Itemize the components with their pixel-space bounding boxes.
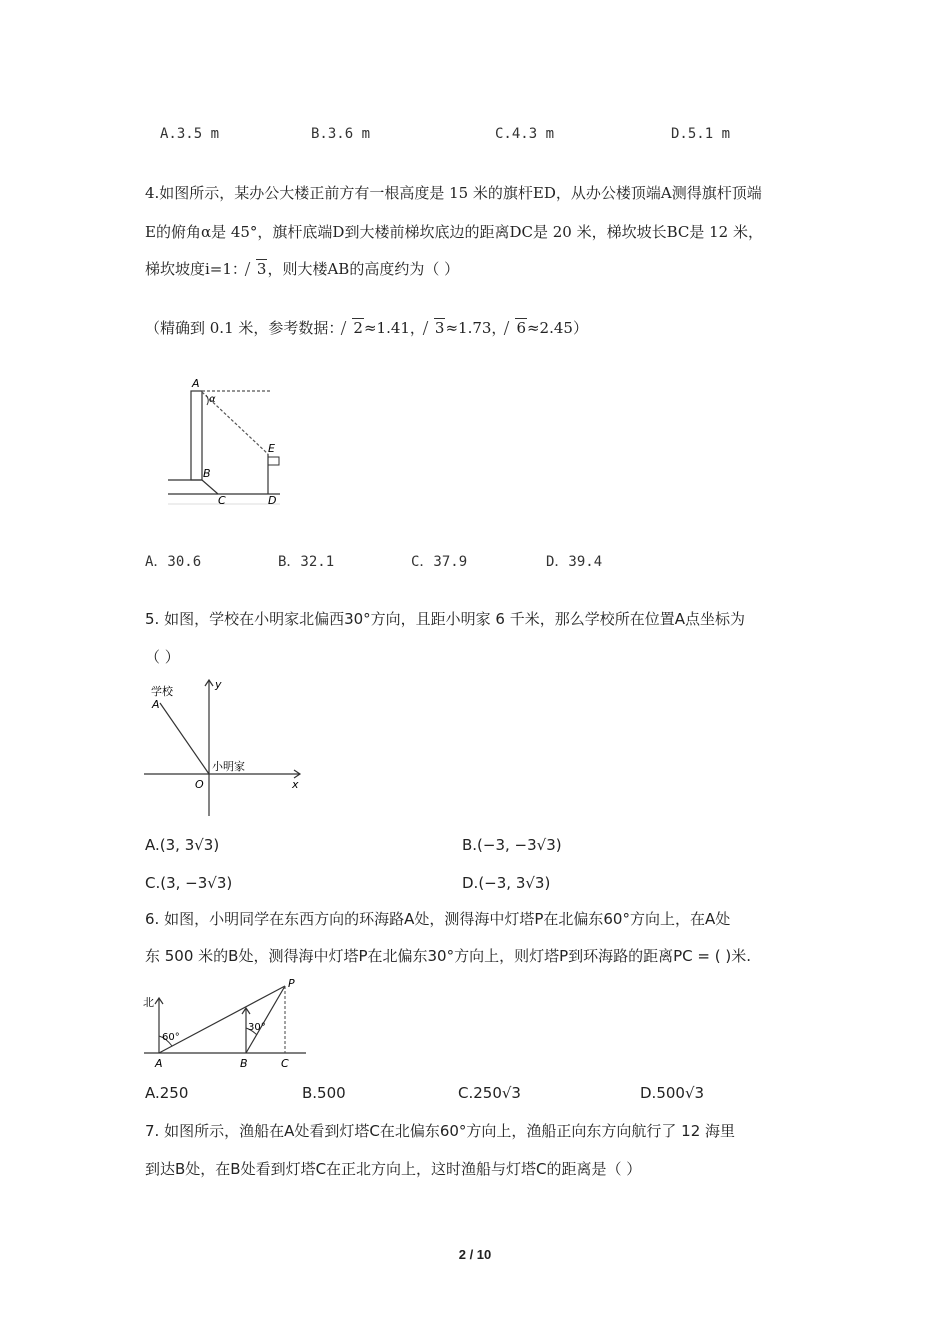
ground-and-slope xyxy=(168,480,280,494)
q4-line-2: E的俯角α是 45°，旗杆底端D到大楼前梯坎底边的距离DC是 20 米，梯坎坡长BC是 12 米， xyxy=(145,223,763,241)
q7-line-1: 7. 如图所示，渔船在A处看到灯塔C在北偏东60°方向上，渔船正向东方向航行了 12 海里 xyxy=(145,1122,736,1140)
label-o: O xyxy=(195,778,204,791)
label-60: 60° xyxy=(162,1032,180,1043)
label-c: C xyxy=(218,494,226,507)
q3-option-b: B.3.6 m xyxy=(311,126,371,142)
q4-reference: （精确到 0.1 米，参考数据： 2≈1.41， 3≈1.73， 6≈2.45） xyxy=(145,319,588,337)
sqrt-symbol: 3 xyxy=(425,318,446,338)
flag xyxy=(268,457,279,465)
q6-option-b: B.500 xyxy=(302,1084,346,1102)
q3-option-d: D.5.1 m xyxy=(671,126,731,142)
q6-lighthouse-figure xyxy=(140,976,310,1072)
label-x: x xyxy=(292,778,299,791)
sqrt-symbol: 6 xyxy=(506,318,527,338)
label-school: 学校 xyxy=(151,685,173,698)
q4-line-3-pre: 梯坎坡度i=1： xyxy=(145,260,247,278)
label-c: C xyxy=(281,1057,289,1070)
label-b: B xyxy=(203,467,211,480)
q6-line-2: 东 500 米的B处，测得海中灯塔P在北偏东30°方向上，则灯塔P到环海路的距离PC = ( )米. xyxy=(145,947,752,965)
page-number: 2 / 10 xyxy=(458,1247,492,1262)
building xyxy=(191,391,202,480)
label-p: P xyxy=(288,977,295,990)
q4-line-1: 4.如图所示，某办公大楼正前方有一根高度是 15 米的旗杆ED，从办公楼顶端A测得旗杆顶端 xyxy=(145,184,762,202)
label-a: A xyxy=(192,377,200,390)
label-y: y xyxy=(215,678,222,691)
q4-option-b: B．32.1 xyxy=(278,554,335,570)
label-e: E xyxy=(268,442,275,455)
q4-option-a: A．30.6 xyxy=(145,554,202,570)
label-b: B xyxy=(240,1057,248,1070)
q5-option-b: B.(−3, −3√3) xyxy=(462,836,562,854)
q6-option-a: A.250 xyxy=(145,1084,189,1102)
q5-line-2: （ ） xyxy=(145,648,180,666)
sqrt-symbol: 3 xyxy=(247,259,268,279)
q5-option-c: C.(3, −3√3) xyxy=(145,874,233,892)
q3-option-c: C.4.3 m xyxy=(495,126,555,142)
q4-option-d: D．39.4 xyxy=(546,554,603,570)
q3-option-a: A.3.5 m xyxy=(160,126,220,142)
q4-option-c: C．37.9 xyxy=(411,554,468,570)
label-d: D xyxy=(268,494,277,507)
q6-line-1: 6. 如图，小明同学在东西方向的环海路A处，测得海中灯塔P在北偏东60°方向上，在A处 xyxy=(145,910,731,928)
label-a: A xyxy=(155,1057,163,1070)
sqrt-symbol: 2 xyxy=(343,318,364,338)
q5-option-d: D.(−3, 3√3) xyxy=(462,874,551,892)
q4-line-3 xyxy=(145,259,459,279)
q7-line-2: 到达B处，在B处看到灯塔C在正北方向上，这时渔船与灯塔C的距离是（ ） xyxy=(145,1160,642,1178)
label-30: 30° xyxy=(248,1022,266,1033)
label-a: A xyxy=(152,698,160,711)
label-home: 小明家 xyxy=(212,760,245,773)
label-north: 北 xyxy=(143,996,154,1009)
q6-option-d: D.500√3 xyxy=(640,1084,705,1102)
q5-line-1: 5. 如图，学校在小明家北偏西30°方向，且距小明家 6 千米，那么学校所在位置A点坐标为 xyxy=(145,610,746,628)
label-alpha: α xyxy=(209,394,216,405)
q5-option-a: A.(3, 3√3) xyxy=(145,836,220,854)
q6-option-c: C.250√3 xyxy=(458,1084,521,1102)
q4-line-3-post: ，则大楼AB的高度约为（ ） xyxy=(267,260,460,278)
segment-oa xyxy=(160,703,209,774)
q5-coordinate-figure xyxy=(140,676,310,820)
q4-building-figure xyxy=(160,372,290,512)
